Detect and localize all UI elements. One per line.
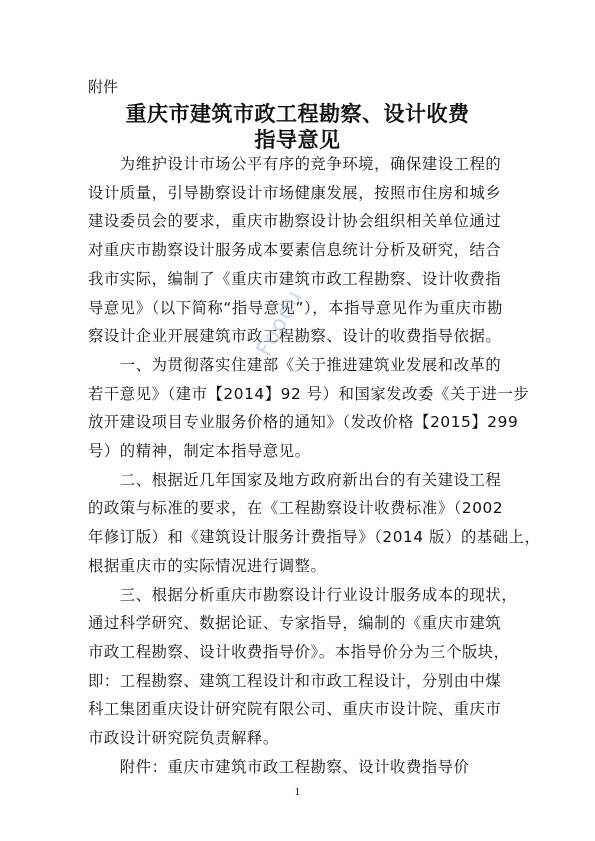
body-line: 号）的精神，制定本指导意见。 <box>88 442 311 460</box>
body-line: 科工集团重庆设计研究院有限公司、重庆市设计院、重庆市 <box>88 700 502 719</box>
body-line: 对重庆市勘察设计服务成本要素信息统计分析及研究，结合 <box>88 241 502 260</box>
body-line: 市政工程勘察、设计收费指导价》。本指导价分为三个版块， <box>88 642 510 661</box>
body-line: 年修订版）和《建筑设计服务计费指导》（2014 版）的基础上， <box>88 528 541 547</box>
body-line: 为维护设计市场公平有序的竞争环境，确保建设工程的 <box>88 155 502 173</box>
body-line: 二、根据近几年国家及地方政府新出台的有关建设工程 <box>88 470 502 489</box>
body-line: 即：工程勘察、建筑工程设计和市政工程设计，分别由中煤 <box>88 671 502 690</box>
body-line: 市政设计研究院负责解释。 <box>88 729 279 747</box>
body-line: 设计质量，引导勘察设计市场健康发展，按照市住房和城乡 <box>88 183 502 202</box>
document-title-line-2: 指导意见 <box>254 128 341 152</box>
body-line: 建设委员会的要求，重庆市勘察设计协会组织相关单位通过 <box>88 212 502 231</box>
body-line: 的政策与标准的要求，在《工程勘察设计收费标准》（2002 <box>88 499 504 518</box>
body-line: 察设计企业开展建筑市政工程勘察、设计的收费指导依据。 <box>88 327 502 346</box>
body-line: 若干意见》（建市【2014】92 号）和国家发改委《关于进一步 <box>88 384 530 403</box>
body-line: 放开建设项目专业服务价格的通知》（发改价格【2015】299 <box>88 413 519 432</box>
document-title-line-1: 重庆市建筑市政工程勘察、设计收费 <box>125 102 470 126</box>
body-line: 附件：重庆市建筑市政工程勘察、设计收费指导价 <box>88 757 470 776</box>
watermark-logo: Foodu <box>252 285 308 361</box>
body-line: 导意见》（以下简称“指导意见”），本指导意见作为重庆市勘 <box>88 298 504 317</box>
body-line: 我市实际，编制了《重庆市建筑市政工程勘察、设计收费指 <box>88 269 502 288</box>
attachment-label: 附件 <box>88 78 119 96</box>
body-line: 通过科学研究、数据论证、专家指导，编制的《重庆市建筑 <box>88 614 502 633</box>
body-line: 根据重庆市的实际情况进行调整。 <box>88 556 327 575</box>
body-line: 一、为贯彻落实住建部《关于推进建筑业发展和改革的 <box>88 355 502 374</box>
body-line: 三、根据分析重庆市勘察设计行业设计服务成本的现状， <box>88 585 518 604</box>
page-number: 1 <box>294 788 301 798</box>
